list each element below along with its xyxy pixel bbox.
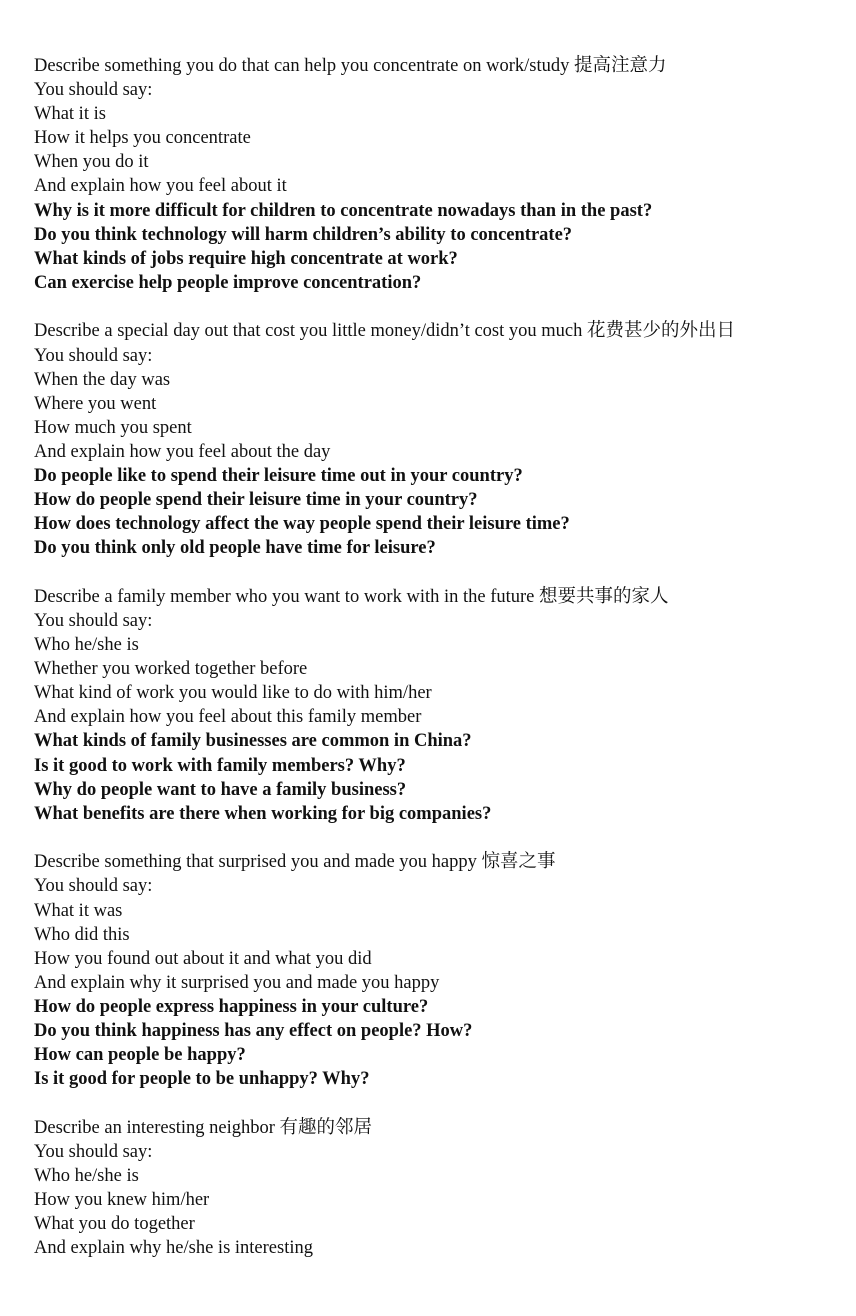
- cue-prompt: How you found out about it and what you did: [34, 948, 372, 969]
- follow-up-question: Can exercise help people improve concentration?: [34, 272, 422, 293]
- cue-prompt: How you knew him/her: [34, 1190, 210, 1211]
- cue-prompt: What kind of work you would like to do with him/her: [34, 683, 432, 704]
- cue-prompt: How it helps you concentrate: [34, 128, 251, 149]
- topic-section: [34, 585, 810, 826]
- topic-title: Describe something you do that can help you concentrate on work/study 提高注意力: [34, 56, 667, 76]
- you-should-say-label: You should say:: [34, 876, 153, 897]
- cue-prompt: What you do together: [34, 1214, 195, 1235]
- you-should-say-label: You should say:: [34, 1141, 153, 1162]
- cue-prompt: What it was: [34, 900, 123, 921]
- follow-up-question: What kinds of jobs require high concentrate at work?: [34, 248, 458, 269]
- cue-prompt: And explain how you feel about the day: [34, 441, 331, 462]
- cue-prompt: When you do it: [34, 152, 149, 173]
- follow-up-question: Do you think only old people have time for leisure?: [34, 538, 436, 559]
- follow-up-question: How do people express happiness in your culture?: [34, 996, 429, 1017]
- follow-up-question: Why is it more difficult for children to concentrate nowadays than in the past?: [34, 200, 653, 221]
- follow-up-question: Is it good to work with family members? Why?: [34, 755, 406, 776]
- cue-prompt: And explain why he/she is interesting: [34, 1238, 313, 1259]
- you-should-say-label: You should say:: [34, 80, 153, 101]
- cue-prompt: How much you spent: [34, 417, 192, 438]
- topic-section: [34, 1116, 810, 1261]
- topic-title: Describe a family member who you want to work with in the future 想要共事的家人: [34, 586, 669, 607]
- topic-title: Describe something that surprised you and made you happy 惊喜之事: [34, 852, 556, 873]
- cue-prompt: Who did this: [34, 924, 130, 945]
- topic-title: Describe an interesting neighbor 有趣的邻居: [34, 1117, 373, 1138]
- follow-up-question: Do you think technology will harm children’s ability to concentrate?: [34, 224, 573, 245]
- follow-up-question: Why do people want to have a family business?: [34, 779, 407, 800]
- you-should-say-label: You should say:: [34, 345, 153, 366]
- cue-prompt: Who he/she is: [34, 1165, 139, 1186]
- cue-prompt: Whether you worked together before: [34, 659, 308, 680]
- follow-up-question: How can people be happy?: [34, 1045, 246, 1066]
- follow-up-question: What kinds of family businesses are common in China?: [34, 731, 472, 752]
- cue-prompt: And explain how you feel about it: [34, 176, 287, 197]
- topic-section: [34, 54, 810, 295]
- topic-section: [34, 319, 810, 560]
- cue-prompt: And explain how you feel about this family member: [34, 707, 422, 728]
- cue-prompt: Who he/she is: [34, 635, 139, 656]
- follow-up-question: How does technology affect the way people spend their leisure time?: [34, 514, 570, 535]
- cue-prompt: And explain why it surprised you and made you happy: [34, 972, 440, 993]
- follow-up-question: Do people like to spend their leisure time out in your country?: [34, 466, 523, 486]
- follow-up-question: Do you think happiness has any effect on people? How?: [34, 1020, 473, 1041]
- follow-up-question: Is it good for people to be unhappy? Why?: [34, 1069, 370, 1090]
- follow-up-question: How do people spend their leisure time in your country?: [34, 490, 478, 511]
- topic-section: [34, 850, 810, 1091]
- cue-prompt: What it is: [34, 104, 106, 125]
- cue-prompt: When the day was: [34, 369, 171, 390]
- you-should-say-label: You should say:: [34, 610, 153, 631]
- topic-title: Describe a special day out that cost you little money/didn’t cost you much 花费甚少的外出日: [34, 321, 735, 342]
- follow-up-question: What benefits are there when working for big companies?: [34, 803, 492, 824]
- cue-prompt: Where you went: [34, 393, 157, 414]
